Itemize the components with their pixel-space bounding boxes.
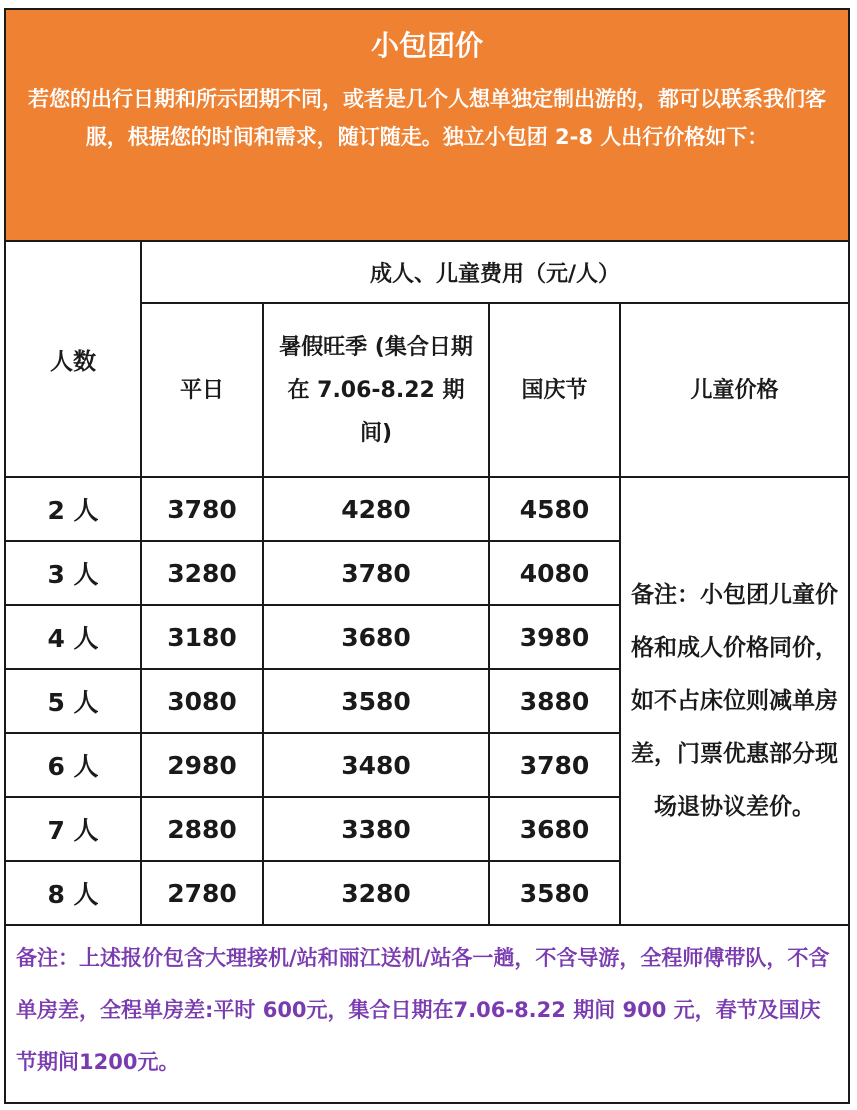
summer-price-cell: 3280 — [263, 861, 489, 925]
weekday-price-cell: 3080 — [141, 669, 263, 733]
fee-group-header: 成人、儿童费用（元/人） — [141, 242, 848, 303]
weekday-price-cell: 2980 — [141, 733, 263, 797]
summer-price-cell: 3480 — [263, 733, 489, 797]
people-cell: 8 人 — [6, 861, 141, 925]
national-day-price-cell: 3680 — [489, 797, 620, 861]
weekday-price-cell: 2880 — [141, 797, 263, 861]
weekday-header: 平日 — [141, 303, 263, 477]
page-title: 小包团价 — [370, 29, 483, 62]
footer-note: 备注：上述报价包含大理接机/站和丽江送机/站各一趟，不含导游，全程师傅带队，不含单房差，全程单房差:平时 600元，集合日期在7.06-8.22 期间 900 元，春节及国庆节期间1200元。 — [6, 924, 848, 1102]
child-price-note: 备注：小包团儿童价格和成人价格同价，如不占床位则减单房差，门票优惠部分现场退协议差价。 — [620, 477, 848, 925]
people-cell: 5 人 — [6, 669, 141, 733]
summer-price-cell: 3680 — [263, 605, 489, 669]
weekday-price-cell: 3780 — [141, 477, 263, 541]
people-cell: 7 人 — [6, 797, 141, 861]
summer-price-cell: 4280 — [263, 477, 489, 541]
table-row — [6, 477, 848, 541]
intro-text: 若您的出行日期和所示团期不同，或者是几个人想单独定制出游的，都可以联系我们客服，根据您的时间和需求，随订随走。独立小包团 2-8 人出行价格如下： — [28, 87, 826, 149]
people-cell: 3 人 — [6, 541, 141, 605]
price-table — [6, 242, 848, 926]
national-day-price-cell: 4080 — [489, 541, 620, 605]
national-day-price-cell: 3780 — [489, 733, 620, 797]
weekday-price-cell: 2780 — [141, 861, 263, 925]
summer-price-cell: 3580 — [263, 669, 489, 733]
weekday-price-cell: 3180 — [141, 605, 263, 669]
summer-price-cell: 3380 — [263, 797, 489, 861]
national-day-header: 国庆节 — [489, 303, 620, 477]
child-price-header: 儿童价格 — [620, 303, 848, 477]
national-day-price-cell: 4580 — [489, 477, 620, 541]
people-cell: 2 人 — [6, 477, 141, 541]
summer-price-cell: 3780 — [263, 541, 489, 605]
national-day-price-cell: 3580 — [489, 861, 620, 925]
national-day-price-cell: 3980 — [489, 605, 620, 669]
people-cell: 6 人 — [6, 733, 141, 797]
people-cell: 4 人 — [6, 605, 141, 669]
people-header: 人数 — [6, 242, 141, 477]
price-sheet — [4, 8, 850, 1104]
national-day-price-cell: 3880 — [489, 669, 620, 733]
weekday-price-cell: 3280 — [141, 541, 263, 605]
summer-header: 暑假旺季 (集合日期在 7.06-8.22 期间) — [263, 303, 489, 477]
header-banner — [6, 10, 848, 242]
